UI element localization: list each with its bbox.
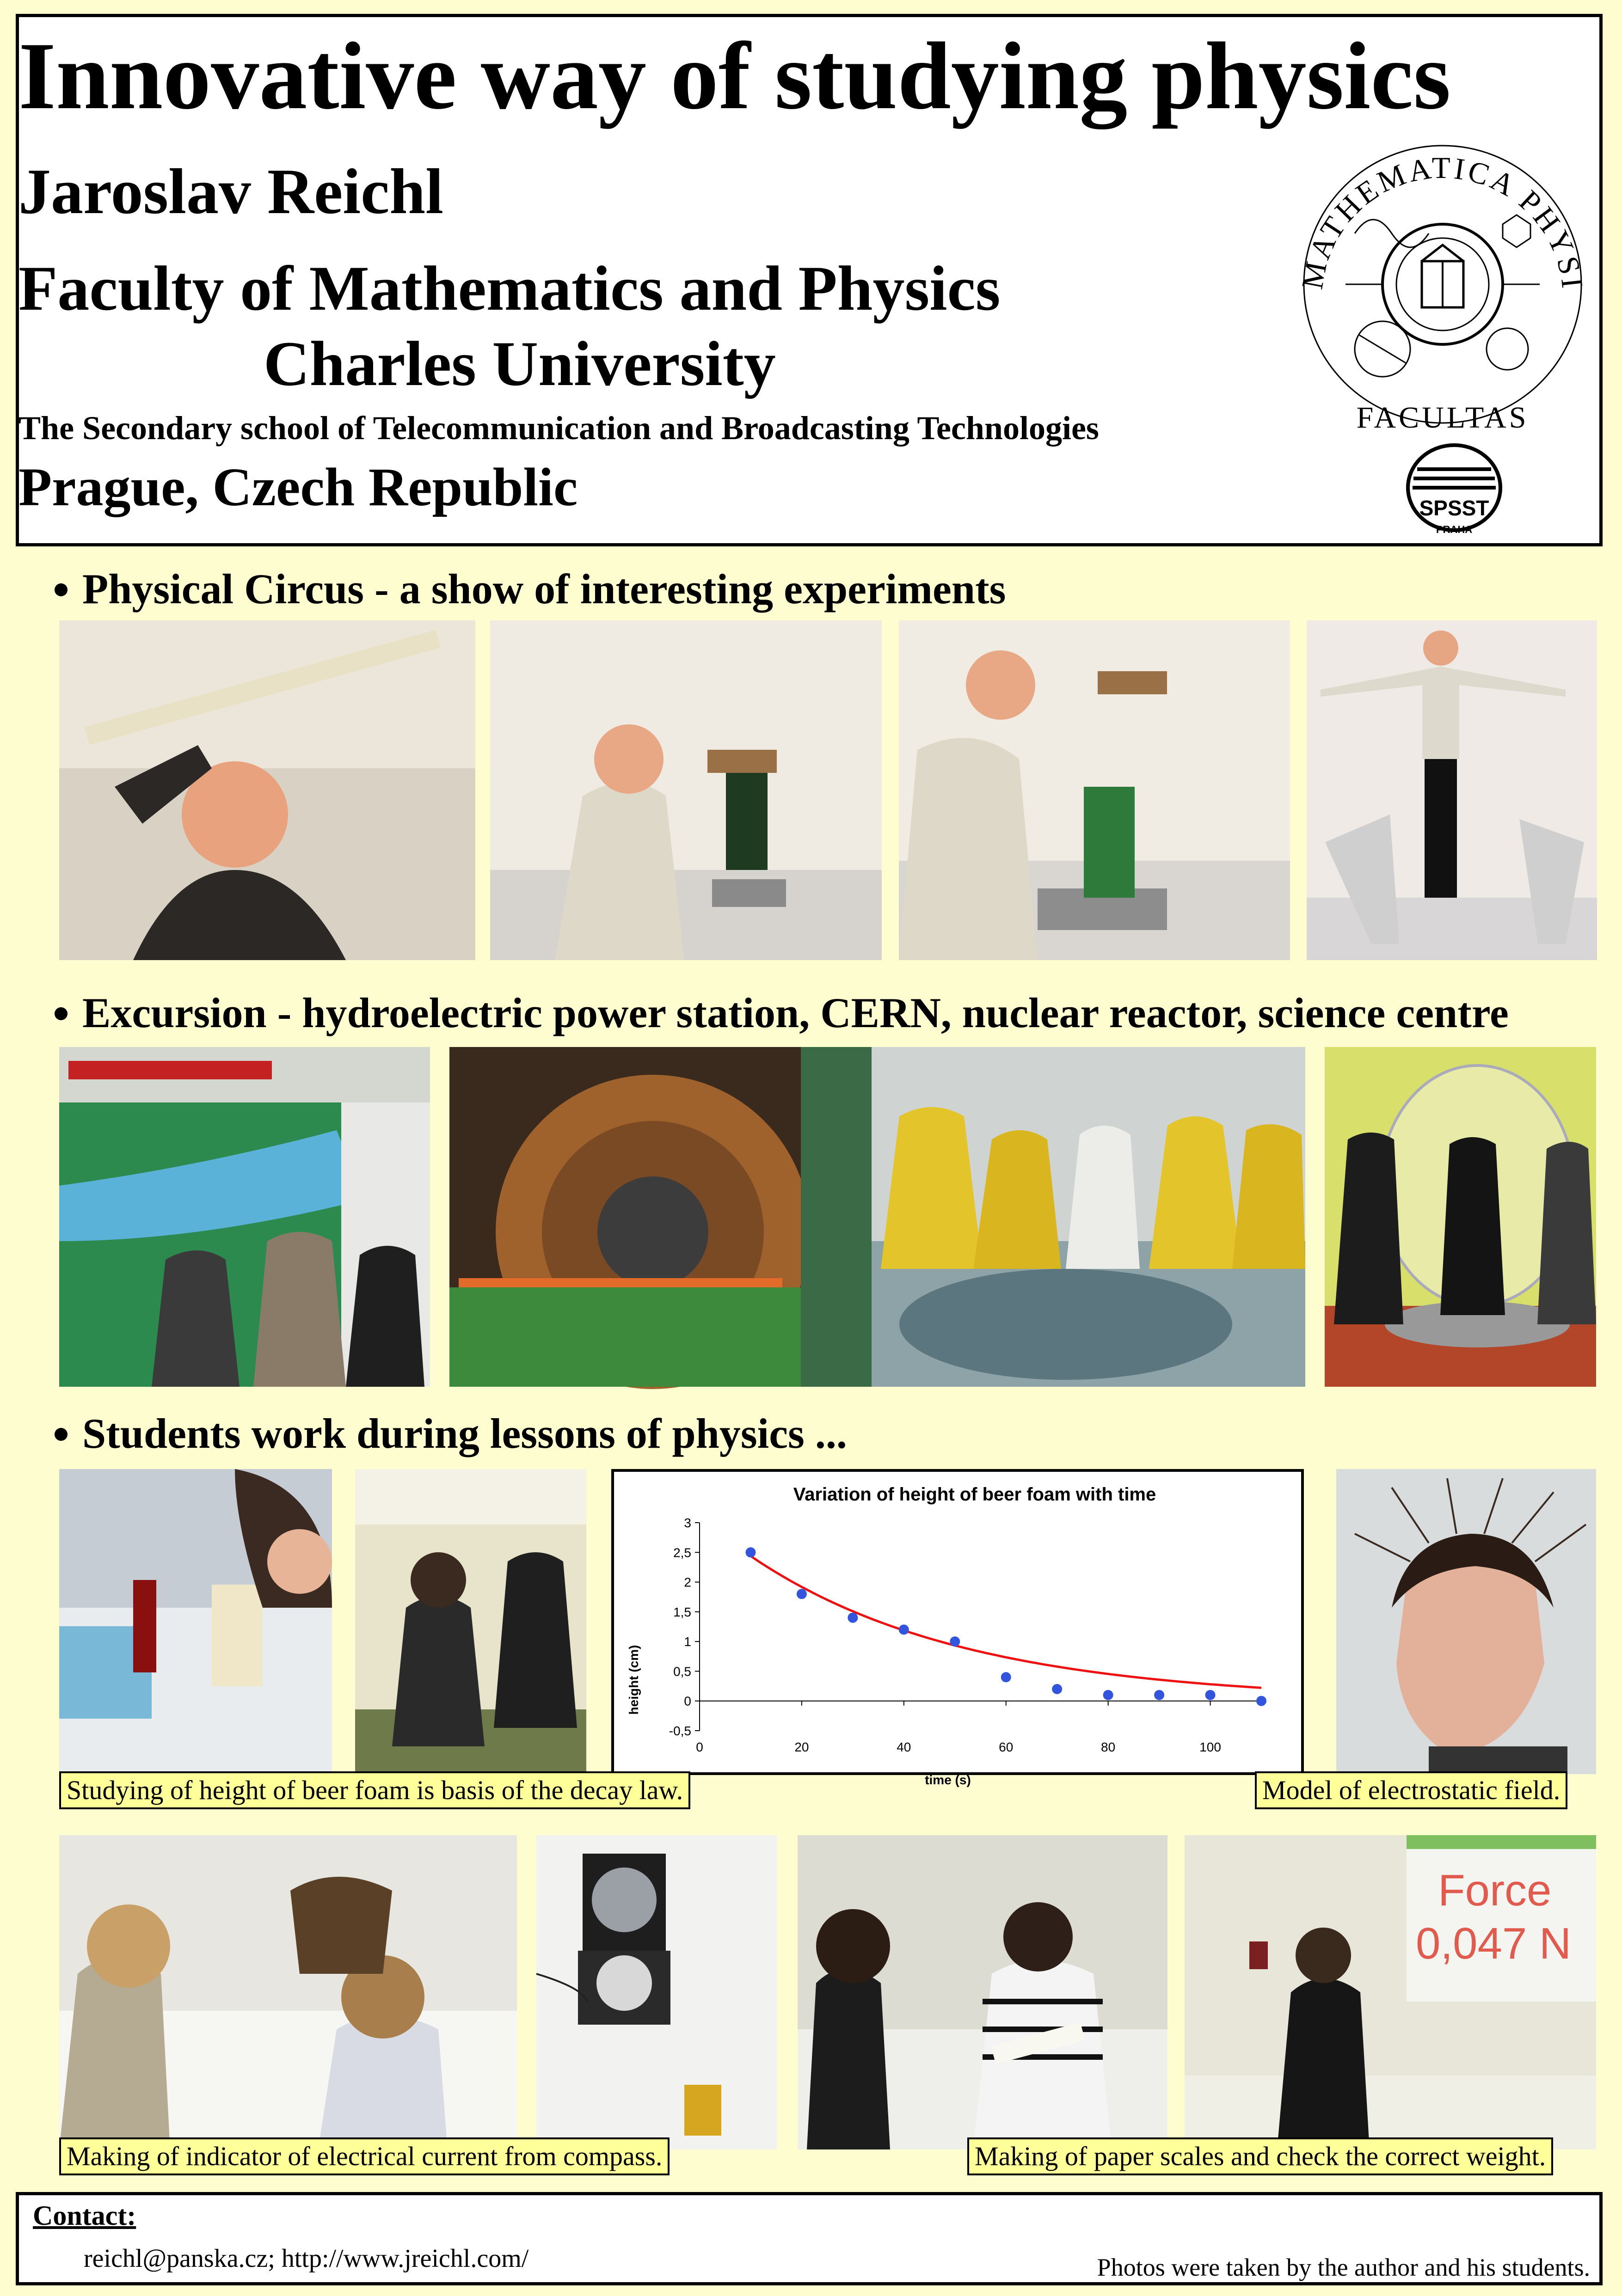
chart-y-tick-label: 2,5 <box>673 1545 691 1560</box>
chart-x-tick-label: 40 <box>897 1740 911 1754</box>
chart-xlabel: time (s) <box>925 1773 971 1787</box>
section-heading-students <box>55 1412 847 1455</box>
photo-compass-students <box>59 1835 517 2149</box>
chart-title: Variation of height of beer foam with time <box>793 1484 1156 1505</box>
city-name: Prague, Czech Republic <box>18 457 578 517</box>
chart-data-point <box>1052 1684 1062 1694</box>
faculty-name: Faculty of Mathematics and Physics <box>18 253 1001 324</box>
caption-electrostatic-field: Model of electrostatic field. <box>1255 1771 1567 1809</box>
chart-data-point <box>950 1636 960 1647</box>
chart-ylabel: height (cm) <box>627 1645 641 1715</box>
svg-text:SPSST: SPSST <box>1419 496 1489 520</box>
chart-y-tick-label: 1 <box>684 1635 691 1649</box>
section-heading-excursion <box>55 989 1509 1036</box>
beer-foam-chart <box>611 1469 1304 1787</box>
chart-data-point <box>797 1589 807 1599</box>
photo-circus-4 <box>1307 620 1597 960</box>
photo-beer-foam <box>59 1469 332 1774</box>
photo-circus-1 <box>59 620 475 960</box>
photo-credits: Photos were taken by the author and his students. <box>1097 2253 1590 2281</box>
photo-paper-scales <box>798 1835 1167 2149</box>
chart-trendline <box>751 1556 1262 1688</box>
caption-paper-scales: Making of paper scales and check the correct weight. <box>967 2137 1553 2175</box>
chart-y-tick-label: 0 <box>684 1694 691 1708</box>
bullet-icon <box>55 1007 68 1020</box>
faculty-seal-logo <box>1290 132 1595 437</box>
photo-excursion-cern <box>449 1047 872 1387</box>
chart-axes <box>669 1516 1261 1754</box>
svg-text:MATHEMATICA PHYSICAQUE: MATHEMATICA PHYSI <box>1295 151 1590 293</box>
photo-excursion-reactor <box>872 1047 1305 1387</box>
svg-text:PRAHA: PRAHA <box>1436 524 1473 535</box>
chart-x-tick-label: 0 <box>696 1740 703 1754</box>
photo-electrostatic-hair <box>1336 1469 1596 1774</box>
photo-excursion-hydro <box>59 1047 430 1387</box>
section-students-label: Students work during lessons of physics ... <box>82 1410 847 1457</box>
force-screen-value: 0,047 N <box>1416 1919 1572 1968</box>
chart-data-point <box>848 1613 858 1623</box>
caption-beer-foam: Studying of height of beer foam is basis of the decay law. <box>59 1771 690 1809</box>
section-excursion-label: Excursion - hydroelectric power station, CERN, nuclear reactor, science centre <box>82 989 1509 1036</box>
contact-label: Contact: <box>33 2200 136 2231</box>
chart-y-tick-label: 3 <box>684 1516 691 1530</box>
chart-data-point <box>1205 1690 1216 1700</box>
poster-title: Innovative way of studying physics <box>18 23 1451 129</box>
chart-x-tick-label: 80 <box>1101 1740 1116 1754</box>
chart-trendline-path <box>751 1556 1262 1688</box>
photo-circus-2 <box>490 620 882 960</box>
chart-x-tick-label: 100 <box>1199 1740 1221 1754</box>
author-name: Jaroslav Reichl <box>18 156 444 227</box>
school-logo <box>1403 441 1505 539</box>
bullet-icon <box>55 1428 68 1441</box>
chart-x-tick-label: 20 <box>794 1740 809 1754</box>
university-name: Charles University <box>264 328 776 399</box>
chart-data-point <box>1256 1696 1266 1706</box>
chart-x-tick-label: 60 <box>999 1740 1014 1754</box>
section-circus-label: Physical Circus - a show of interesting experiments <box>82 565 1006 612</box>
caption-compass: Making of indicator of electrical current from compass. <box>59 2137 670 2175</box>
chart-data-point <box>1001 1672 1011 1682</box>
chart-y-tick-label: 2 <box>684 1575 691 1590</box>
chart-data-point <box>1103 1690 1113 1700</box>
chart-y-tick-label: 1,5 <box>673 1604 691 1619</box>
photo-excursion-science-centre <box>1325 1047 1596 1387</box>
chart-y-tick-label: -0,5 <box>669 1724 691 1738</box>
bullet-icon <box>55 583 68 596</box>
school-name: The Secondary school of Telecommunication and Broadcasting Technologies <box>18 410 1099 447</box>
section-heading-circus <box>55 565 1006 612</box>
photo-circus-3 <box>899 620 1290 960</box>
chart-data-point <box>1154 1690 1164 1700</box>
force-screen-title: Force <box>1438 1866 1552 1915</box>
chart-data-point <box>745 1547 756 1557</box>
chart-data-point <box>899 1624 909 1635</box>
contact-box <box>16 2192 1603 2285</box>
photo-compass <box>536 1835 777 2149</box>
chart-y-tick-label: 0,5 <box>673 1664 691 1679</box>
svg-text:FACULTAS: FACULTAS <box>1356 401 1529 435</box>
contact-info: reichl@panska.cz; http://www.jreichl.com/ <box>84 2244 529 2273</box>
photo-students-classroom <box>355 1469 586 1774</box>
